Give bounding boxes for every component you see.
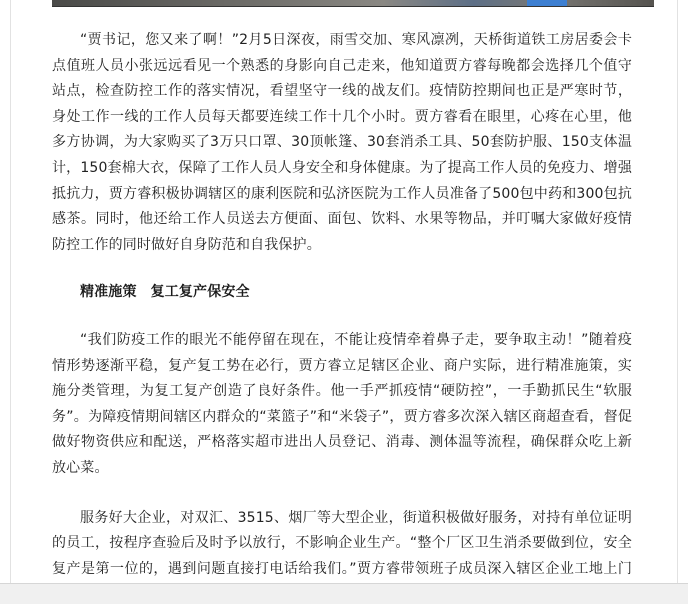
section-heading [52, 280, 632, 306]
article-paragraph-2: “我们防疫工作的眼光不能停留在现在，不能让疫情牵着鼻子走，要争取主动！”随着疫情形势逐渐平稳，复产复工势在必行，贾方睿立足辖区企业、商户实际，进行精准施策，实施分类管理，为复工复产创造了良好条件。他一手严抓疫情“硬防控”，一手勤抓民生“软服务”。为障疫情期间辖区内群众的“菜篮子”和“米袋子”，贾方睿多次深入辖区商超查看，督促做好物资供应和配送，严格落实超市进出人员登记、消毒、测体温等流程，确保群众吃上新放心菜。 [52, 331, 632, 476]
article-paragraph-1: “贾书记，您又来了啊！”2月5日深夜，雨雪交加、寒风凛冽，天桥街道铁工房居委会卡点值班人员小张远远看见一个熟悉的身影向自己走来，他知道贾方睿每晚都会选择几个值守站点，检查防控工作的落实情况，看望坚守一线的战友们。疫情防控期间也正是严寒时节，身处工作一线的工作人员每天都要连续工作十几个小时。贾方睿看在眼里，心疼在心里，他多方协调，为大家购买了3万只口罩、30顶帐篷、30套消杀工具、50套防护服、150支体温计，150套棉大衣，保障了工作人员人身安全和身体健康。为了提高工作人员的免疫力、增强抵抗力，贾方睿积极协调辖区的康利医院和弘济医院为工作人员准备了500包中药和300包抗感茶。同时，他还给工作人员送去方便面、面包、饮料、水果等物品，并叮嘱大家做好疫情防控工作的同时做好自身防范和自我保护。 [52, 32, 632, 253]
section-heading-part2: 复工复产保安全 [150, 284, 250, 301]
section-heading-part1: 精准施策 [80, 284, 137, 301]
photo-blue-patch [527, 0, 567, 6]
browser-bottom-bar [0, 583, 688, 604]
article-body [52, 28, 632, 604]
article-photo-bottom-edge [52, 0, 654, 7]
article-paragraph-3: 服务好大企业，对双汇、3515、烟厂等大型企业，街道积极做好服务，对持有单位证明的员工，按程序查验后及时予以放行，不影响企业生产。“整个厂区卫生消杀要做到位，安全复产是第一位的，遇到问题直接打电话给我们。”贾方睿带领班子成员深入辖区企业工地上门 [52, 509, 632, 577]
